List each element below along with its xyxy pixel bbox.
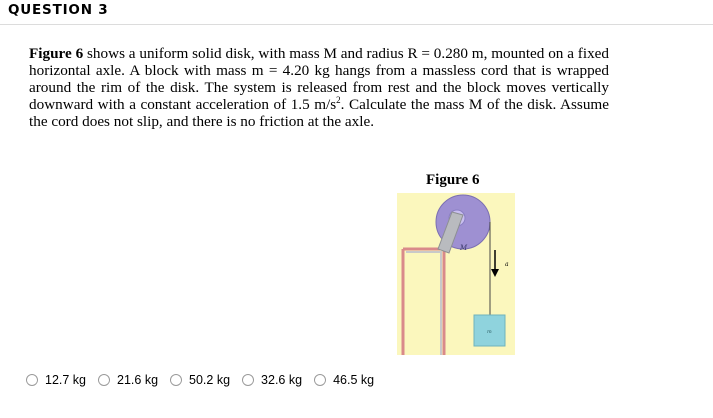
choice-label: 21.6 kg (117, 373, 159, 387)
radio-button[interactable] (98, 374, 110, 386)
choice-label: 50.2 kg (189, 373, 231, 387)
figure-diagram (397, 193, 515, 355)
choice-label: 12.7 kg (45, 373, 87, 387)
choice-1[interactable] (26, 373, 86, 387)
problem-text-part1: shows a uniform solid disk, with mass M and radius R = 0.280 m, mounted on a fixed horizontal axle. A block with mass m = 4.20 kg hangs from a massless cord that is wrapped around the rim of the disk. The system is released from rest and the block moves vertically downward with a constant acceleration of 1.5 m/s (29, 45, 610, 113)
problem-statement (29, 45, 609, 130)
figure-reference: Figure 6 (29, 45, 84, 62)
choice-label: 46.5 kg (333, 373, 375, 387)
header-divider (0, 24, 713, 25)
choice-4[interactable] (242, 373, 302, 387)
choice-3[interactable] (170, 373, 230, 387)
radio-button[interactable] (242, 374, 254, 386)
radio-button[interactable] (170, 374, 182, 386)
figure-caption: Figure 6 (426, 172, 480, 188)
choice-5[interactable] (314, 373, 374, 387)
radio-button[interactable] (26, 374, 38, 386)
problem-text-part2: . Calculate the mass M of the disk. Assume the cord does not slip, and there is no friction at the axle. (29, 96, 609, 130)
question-number: QUESTION 3 (8, 2, 109, 18)
choice-label: 32.6 kg (261, 373, 303, 387)
disk-mass-label: M (460, 244, 468, 252)
acceleration-label: a (505, 261, 509, 268)
choice-2[interactable] (98, 373, 158, 387)
radio-button[interactable] (314, 374, 326, 386)
exponent: 2 (336, 94, 341, 105)
block-mass-label: m (487, 329, 492, 335)
answer-choices (26, 373, 386, 387)
